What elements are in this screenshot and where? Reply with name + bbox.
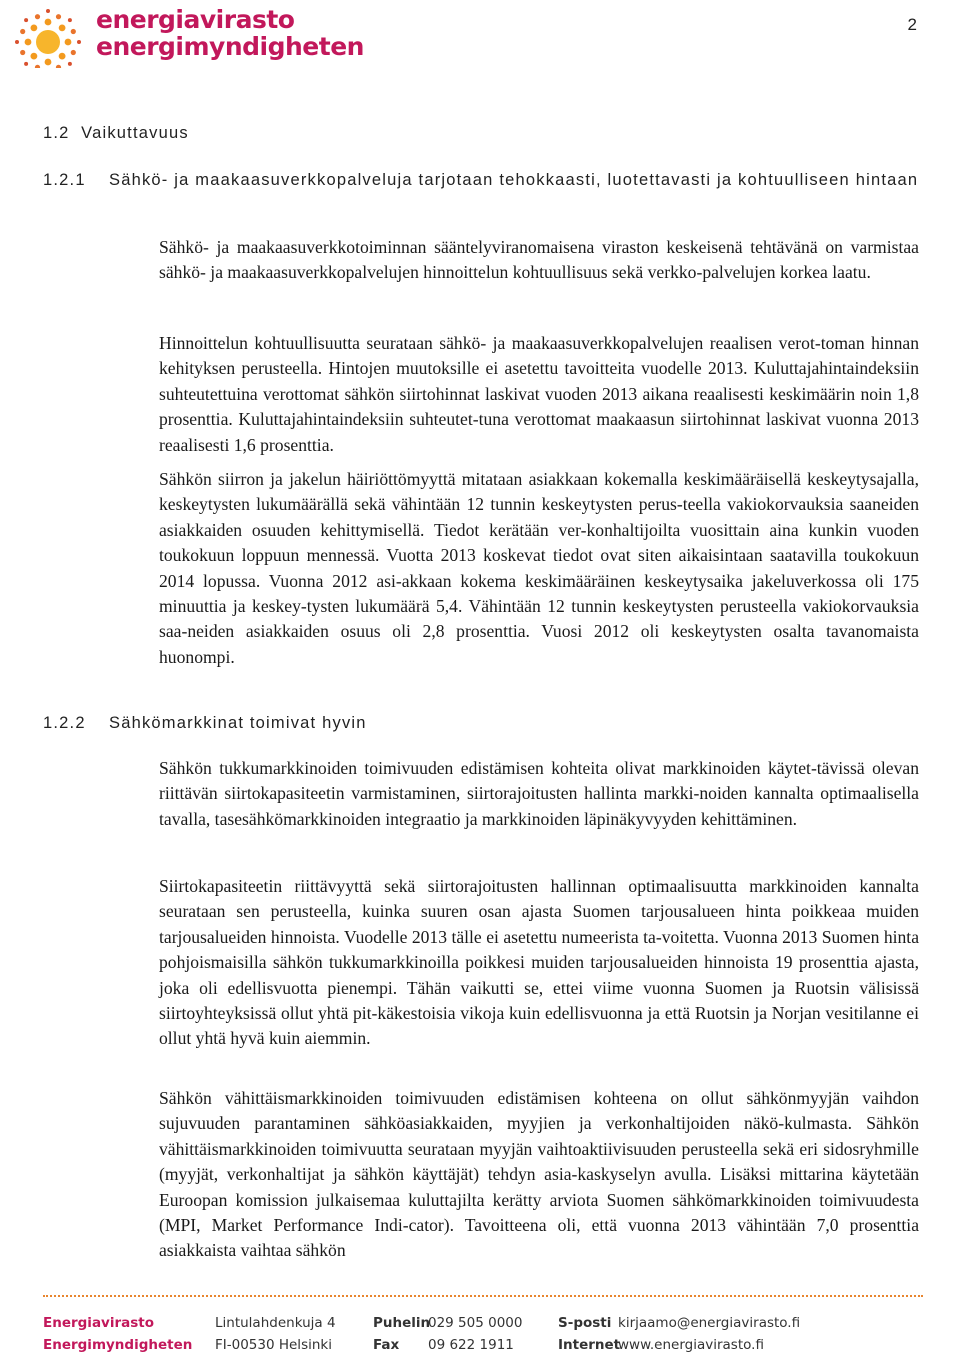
paragraph: Sähkön vähittäismarkkinoiden toimivuuden edistämisen kohteena on ollut sähkönmyyjän vaihdon sujuvuuden parantaminen sähköasiakkaiden, myyjien ja verkonhaltijoiden näkö-kulmasta. Sähkön vähittäismarkkinoiden toimivuutta seurataan myyjän vaihtoaktiivisuuden perusteella sekä eri sidosryhmille (myyjät, verkonhaltijat ja sähkön käyttäjät) tehdyn asia-kaskyselyn avulla. Lisäksi mittarina käytetään Euroopan komission julkaisemaa kuluttajilta kerätty arviota Suomen sähkömarkkinoiden toimivuudesta (MPI, Market Performance Indi-cator). Tavoitteena oli, että vuonna 2013 vähintään 7,0 prosenttia asiakkaista vaihtaa sähkön bbox=[159, 1088, 919, 1261]
paragraph: Siirtokapasiteetin riittävyyttä sekä siirtorajoitusten hallinnan optimaalisuutta markkinoiden kannalta seurataan sen perusteella, kuinka suuren osan ajasta Suomen tarjousalueen hinta poikkeaa muiden tarjousalueiden hinnoista. Vuodelle 2013 tälle ei asetettu numeerista ta-voitetta. Vuonna 2013 Suomen hinta pohjoismaisilla sähkön tukkumarkkinoilla poikkesi muiden tarjousalueiden hinnoista 19 prosenttia ajasta, joka oli edellisvuotta pienempi. Tähän vaikutti se, ettei viime vuonna Suomen ja Ruotsin välisissä siirtoyhteyksissä ollut yhtä pit-käkestoisia vikoja kuin edellisvuonna ja että Ruotsin ja Norjan vesitilanne ei ollut yhtä hyvä kuin aiemmin. bbox=[159, 876, 919, 1049]
paragraph: Hinnoittelun kohtuullisuutta seurataan sähkö- ja maakaasuverkkopalvelujen reaalisen verot-toman hinnan kehityksen perusteella. Hintojen muutoksille ei asetettu tavoitteita vuodelle 2013. Kuluttajahintaindeksiin suhteutettuina verottomat sähkön siirtohinnat laskivat vuoden 2013 aikana reaalisesti keskimäärin noin 1,8 prosenttia. Kuluttajahintaindeksiin suhteutet-tuna verottomat maakaasun siirtohinnat laskivat vuonna 2013 reaalisesti 1,6 prosenttia. bbox=[159, 333, 919, 455]
section-number: 1.2 bbox=[43, 124, 70, 142]
page-number: 2 bbox=[907, 15, 917, 34]
subsection-number: 1.2.1 bbox=[43, 171, 86, 189]
footer-brand-fi: Energiavirasto bbox=[43, 1315, 155, 1331]
subsection-title: Sähkömarkkinat toimivat hyvin bbox=[109, 714, 367, 732]
section-heading bbox=[43, 121, 189, 145]
footer-street: Lintulahdenkuja 4 bbox=[215, 1315, 336, 1331]
logo-wordmark-fi: energiavirasto bbox=[96, 5, 295, 34]
footer bbox=[43, 1312, 923, 1356]
phone-label: Puhelin bbox=[373, 1315, 431, 1331]
section-title: Vaikuttavuus bbox=[81, 124, 189, 142]
subsection-heading-2 bbox=[43, 711, 367, 735]
fax-value: 09 622 1911 bbox=[428, 1337, 514, 1353]
phone-value: 029 505 0000 bbox=[428, 1315, 523, 1331]
footer-divider bbox=[43, 1295, 923, 1297]
footer-brand-sv: Energimyndigheten bbox=[43, 1337, 193, 1353]
subsection-title: Sähkö- ja maakaasuverkkopalveluja tarjotaan tehokkaasti, luotettavasti ja kohtuulliseen hintaan bbox=[109, 171, 919, 189]
sun-logo-icon bbox=[10, 4, 86, 68]
paragraph: Sähkö- ja maakaasuverkkotoiminnan sääntelyviranomaisena viraston keskeisenä tehtävänä on varmistaa sähkö- ja maakaasuverkkopalvelujen hinnoittelun kohtuullisuus sekä verkko-palvelujen korkea laatu. bbox=[159, 237, 919, 283]
paragraph: Sähkön siirron ja jakelun häiriöttömyyttä mitataan asiakkaan kokemalla keskimääräisellä keskeytysajalla, keskeytysten lukumäärällä sekä vähintään 12 tunnin keskeytysten perus-teella vakiokorvauksia saaneiden asiakkaiden osuuden kehittymisellä. Tiedot kerätään ver-konhaltijoilta vuosittain aina kunkin vuoden toukokuun loppuun mennessä. Vuotta 2013 koskevat tiedot ovat siten aikaisintaan saatavilla toukokuun 2014 lopussa. Vuonna 2012 asi-akkaan kokema keskimääräinen keskeytysaika jakeluverkossa oli 175 minuuttia ja keskey-tysten lukumäärä 5,4. Vähintään 12 tunnin keskeytysten perusteella vakiokorvauksia saa-neiden asiakkaiden osuus oli 2,8 prosenttia. Vuosi 2012 oli keskeytysten osalta tavanomaista huonompi. bbox=[159, 469, 919, 667]
web-label: Internet bbox=[558, 1337, 621, 1353]
subsection-heading-1 bbox=[43, 168, 923, 192]
web-link[interactable]: www.energiavirasto.fi bbox=[618, 1337, 764, 1353]
email-label: S-posti bbox=[558, 1315, 612, 1331]
logo-wordmark-sv: energimyndigheten bbox=[96, 32, 364, 61]
paragraph: Sähkön tukkumarkkinoiden toimivuuden edistämisen kohteita olivat markkinoiden käytet-tävissä olevan riittävän siirtokapasiteetin varmistaminen, siirtorajoitusten hallinta markki-noiden kannalta optimaalisella tavalla, tasesähkömarkkinoiden integraatio ja markkinoiden läpinäkyvyyden kehittäminen. bbox=[159, 758, 919, 829]
subsection-number: 1.2.2 bbox=[43, 714, 86, 732]
footer-city: FI-00530 Helsinki bbox=[215, 1337, 332, 1353]
fax-label: Fax bbox=[373, 1337, 400, 1353]
logo bbox=[10, 4, 364, 68]
email-link[interactable]: kirjaamo@energiavirasto.fi bbox=[618, 1315, 801, 1331]
